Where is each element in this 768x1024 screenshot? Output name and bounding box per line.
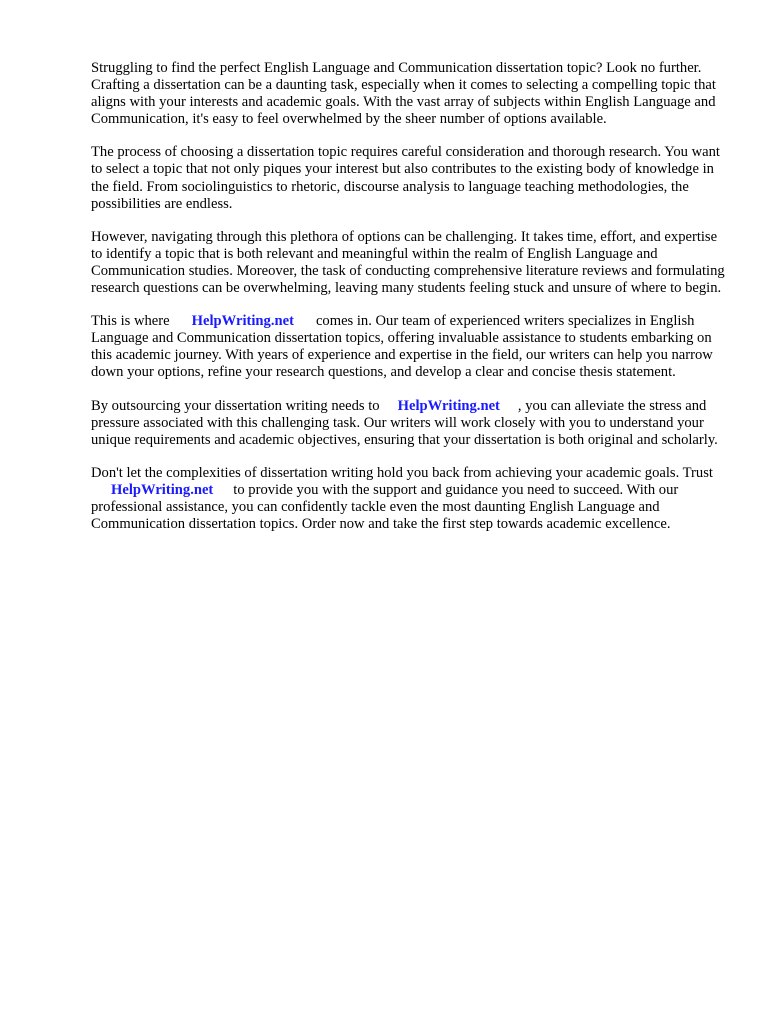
paragraph-text: Don't let the complexities of dissertation writing hold you back from achieving your academic goals. — [91, 464, 680, 481]
paragraph-text: Trust — [682, 464, 713, 481]
paragraph-closing — [91, 465, 731, 533]
paragraph-text: comes in. Our team of experienced writers specializes in English Language and Communication dissertation topics, offering invaluable assistance to students embarking on this academic journey. With years of experience and expertise in the field, our writers can help you narrow down your options, refine your research questions, and develop a clear and concise thesis statement. — [91, 313, 713, 381]
helpwriting-link[interactable]: HelpWriting.net — [191, 313, 294, 330]
paragraph-text: , you can alleviate the stress and pressure associated with this challenging task. Our writers will work closely with you to understand your unique requirements and academic objectives, ensuring that your dissertation is both original and scholarly. — [91, 397, 718, 448]
paragraph-text: to provide you with the support and guidance you need to succeed. With our professional assistance, you can confidently tackle even the most daunting English Language and Communication dissertation topics. Order now and take the first step towards academic excellence. — [91, 481, 679, 533]
paragraph-text: By outsourcing your dissertation writing needs to — [91, 397, 380, 414]
paragraph-intro: Struggling to find the perfect English Language and Communication dissertation topic? Look no further. Crafting a dissertation can be a daunting task, especially when it comes to selecting a compelling topic that aligns with your interests and academic goals. With the vast array of subjects within English Language and Communication, it's easy to feel overwhelmed by the sheer number of options available. — [91, 60, 716, 128]
paragraph-process: The process of choosing a dissertation topic requires careful consideration and thorough research. You want to select a topic that not only piques your interest but also contributes to the existing body of knowledge in the field. From sociolinguistics to rhetoric, discourse analysis to language teaching methodologies, the possibilities are endless. — [91, 144, 720, 212]
paragraph-helpwriting-intro — [91, 313, 731, 381]
helpwriting-link[interactable]: HelpWriting.net — [111, 481, 214, 498]
document-body — [91, 60, 731, 549]
paragraph-challenges: However, navigating through this plethora of options can be challenging. It takes time, effort, and expertise to identify a topic that is both relevant and meaningful within the realm of English Language and Communication studies. Moreover, the task of conducting comprehensive literature reviews and formulating research questions can be overwhelming, leaving many students feeling stuck and unsure of where to begin. — [91, 228, 725, 297]
paragraph-text: This is where — [91, 313, 170, 330]
helpwriting-link[interactable]: HelpWriting.net — [397, 397, 500, 414]
paragraph-outsourcing — [91, 398, 731, 449]
